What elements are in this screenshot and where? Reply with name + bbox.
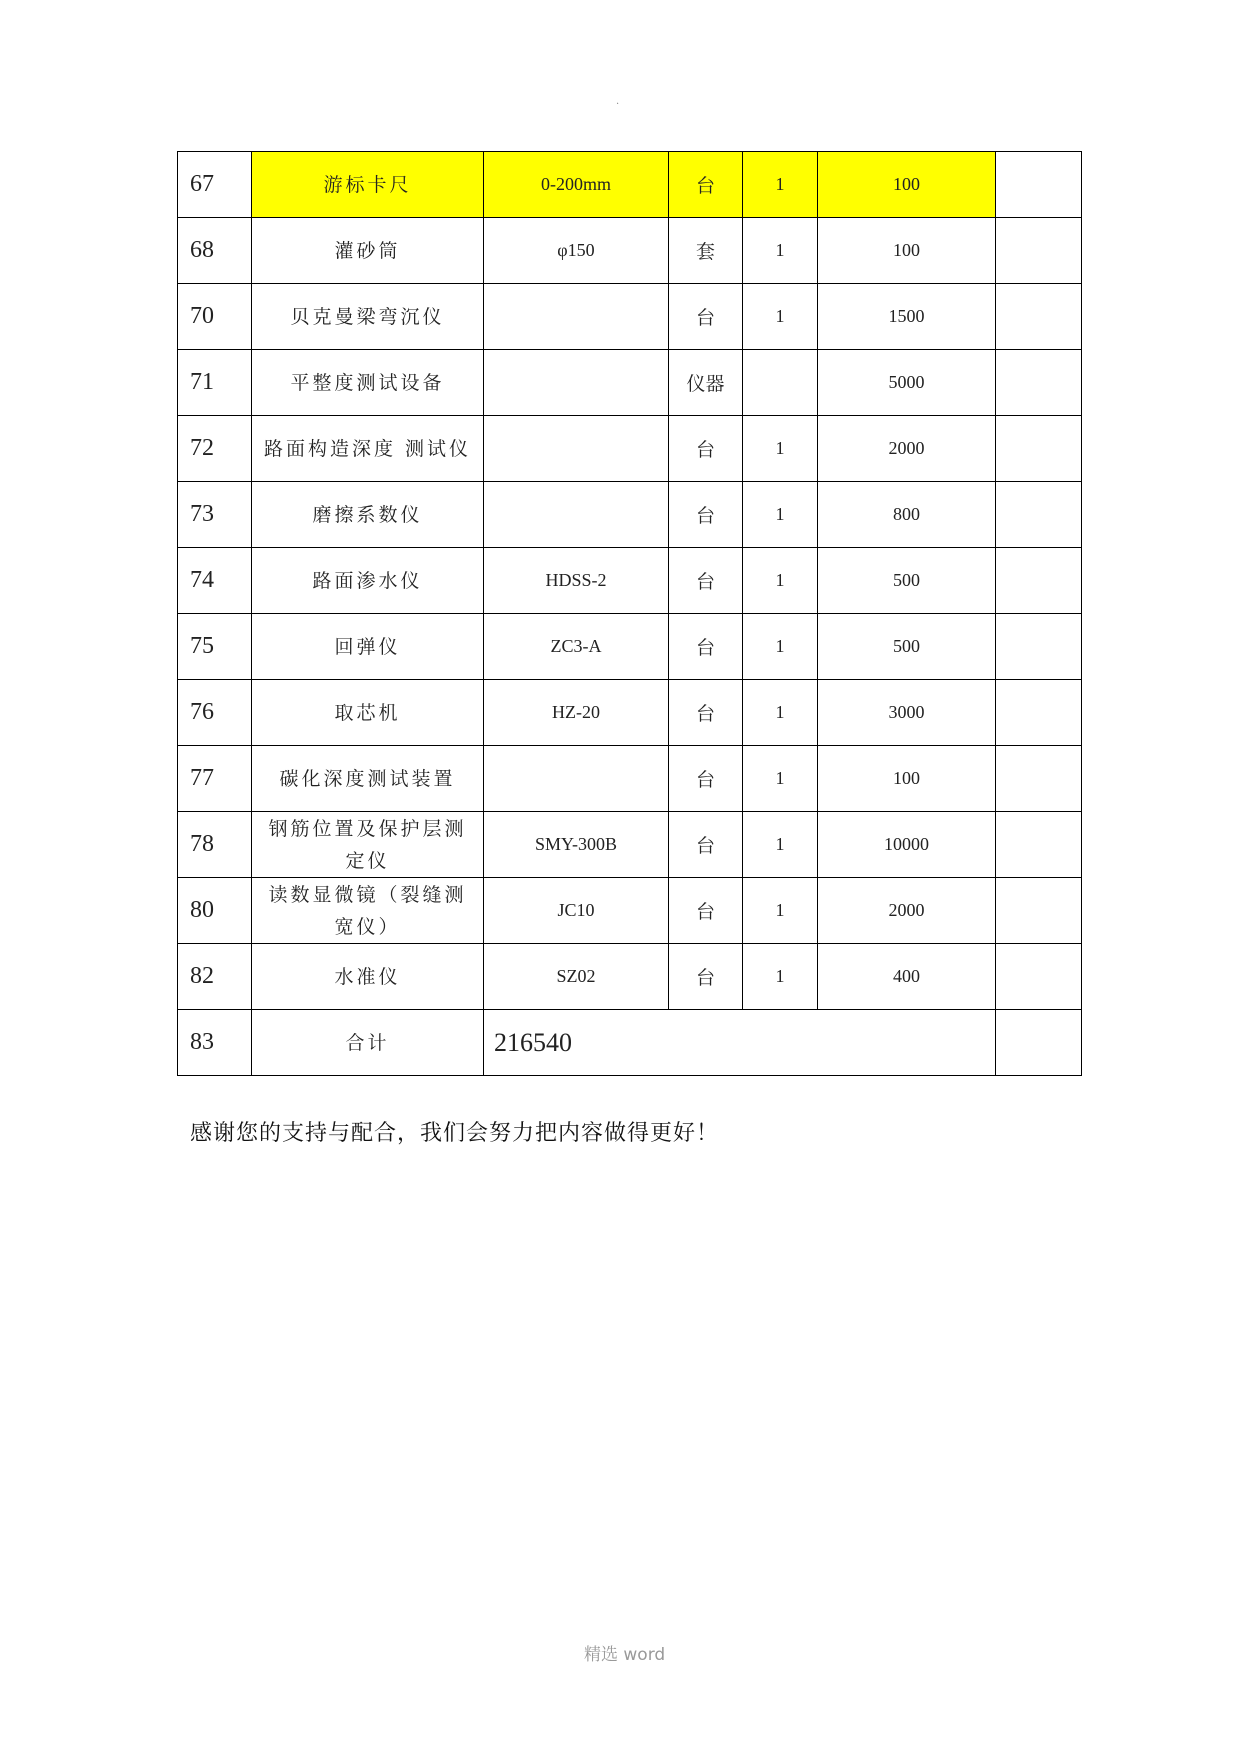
item-name: 贝克曼梁弯沉仪 <box>252 284 484 350</box>
item-remark <box>996 416 1082 482</box>
item-model <box>484 482 669 548</box>
row-number: 70 <box>178 284 252 350</box>
table-row <box>178 218 1082 284</box>
item-quantity: 1 <box>743 548 818 614</box>
table-row <box>178 812 1082 878</box>
item-model: JC10 <box>484 878 669 944</box>
item-unit: 台 <box>669 482 743 548</box>
item-model <box>484 350 669 416</box>
item-remark <box>996 350 1082 416</box>
item-quantity: 1 <box>743 284 818 350</box>
item-unit: 台 <box>669 680 743 746</box>
row-number: 77 <box>178 746 252 812</box>
row-number: 75 <box>178 614 252 680</box>
item-unit: 台 <box>669 614 743 680</box>
item-quantity: 1 <box>743 416 818 482</box>
item-unit: 台 <box>669 548 743 614</box>
item-unit: 台 <box>669 878 743 944</box>
row-number: 68 <box>178 218 252 284</box>
row-number: 80 <box>178 878 252 944</box>
table-row <box>178 746 1082 812</box>
item-unit: 台 <box>669 944 743 1010</box>
item-name: 碳化深度测试装置 <box>252 746 484 812</box>
item-remark <box>996 944 1082 1010</box>
item-model: SZ02 <box>484 944 669 1010</box>
item-name: 钢筋位置及保护层测定仪 <box>252 812 484 878</box>
item-name: 路面构造深度 测试仪 <box>252 416 484 482</box>
row-number: 73 <box>178 482 252 548</box>
item-remark <box>996 284 1082 350</box>
item-unit: 台 <box>669 812 743 878</box>
total-row <box>178 1010 1082 1076</box>
item-name: 磨擦系数仪 <box>252 482 484 548</box>
table-row <box>178 614 1082 680</box>
total-remark <box>996 1010 1082 1076</box>
item-model <box>484 746 669 812</box>
item-remark <box>996 152 1082 218</box>
item-name: 游标卡尺 <box>252 152 484 218</box>
item-unit: 台 <box>669 152 743 218</box>
row-number: 76 <box>178 680 252 746</box>
item-unit: 台 <box>669 746 743 812</box>
item-name: 路面渗水仪 <box>252 548 484 614</box>
table-row <box>178 350 1082 416</box>
footer-text: 精选 word <box>584 1645 666 1665</box>
table-row <box>178 482 1082 548</box>
row-number: 71 <box>178 350 252 416</box>
total-row-number: 83 <box>178 1010 252 1076</box>
equipment-table <box>177 151 1082 1076</box>
item-quantity: 1 <box>743 218 818 284</box>
item-unit: 台 <box>669 284 743 350</box>
table-row <box>178 944 1082 1010</box>
item-model <box>484 416 669 482</box>
item-quantity: 1 <box>743 878 818 944</box>
item-remark <box>996 548 1082 614</box>
item-name: 读数显微镜（裂缝测宽仪） <box>252 878 484 944</box>
row-number: 82 <box>178 944 252 1010</box>
item-unit: 台 <box>669 416 743 482</box>
item-model <box>484 284 669 350</box>
item-name: 取芯机 <box>252 680 484 746</box>
item-price: 10000 <box>818 812 996 878</box>
item-quantity <box>743 350 818 416</box>
item-price: 5000 <box>818 350 996 416</box>
item-remark <box>996 218 1082 284</box>
table-row <box>178 152 1082 218</box>
table-row <box>178 878 1082 944</box>
item-price: 100 <box>818 218 996 284</box>
item-name: 平整度测试设备 <box>252 350 484 416</box>
item-model: HZ-20 <box>484 680 669 746</box>
item-price: 2000 <box>818 878 996 944</box>
thanks-text: 感谢您的支持与配合，我们会努力把内容做得更好！ <box>190 1121 720 1146</box>
item-price: 400 <box>818 944 996 1010</box>
item-price: 100 <box>818 746 996 812</box>
table-row <box>178 680 1082 746</box>
item-unit: 套 <box>669 218 743 284</box>
item-quantity: 1 <box>743 746 818 812</box>
item-price: 800 <box>818 482 996 548</box>
row-number: 72 <box>178 416 252 482</box>
item-price: 500 <box>818 614 996 680</box>
item-price: 2000 <box>818 416 996 482</box>
item-price: 1500 <box>818 284 996 350</box>
item-name: 灌砂筒 <box>252 218 484 284</box>
item-unit: 仪器 <box>669 350 743 416</box>
item-model: ZC3-A <box>484 614 669 680</box>
item-remark <box>996 482 1082 548</box>
item-remark <box>996 878 1082 944</box>
item-model: SMY-300B <box>484 812 669 878</box>
item-model: HDSS-2 <box>484 548 669 614</box>
item-remark <box>996 746 1082 812</box>
item-quantity: 1 <box>743 812 818 878</box>
item-quantity: 1 <box>743 482 818 548</box>
item-quantity: 1 <box>743 944 818 1010</box>
row-number: 78 <box>178 812 252 878</box>
item-name: 回弹仪 <box>252 614 484 680</box>
item-quantity: 1 <box>743 614 818 680</box>
item-price: 3000 <box>818 680 996 746</box>
item-name: 水准仪 <box>252 944 484 1010</box>
item-remark <box>996 812 1082 878</box>
item-model: 0-200mm <box>484 152 669 218</box>
header-mark: . <box>616 96 620 107</box>
table-row <box>178 416 1082 482</box>
total-value: 216540 <box>484 1010 996 1076</box>
item-price: 100 <box>818 152 996 218</box>
item-remark <box>996 680 1082 746</box>
item-quantity: 1 <box>743 152 818 218</box>
row-number: 67 <box>178 152 252 218</box>
item-model: φ150 <box>484 218 669 284</box>
row-number: 74 <box>178 548 252 614</box>
table-row <box>178 284 1082 350</box>
total-label: 合计 <box>252 1010 484 1076</box>
item-price: 500 <box>818 548 996 614</box>
item-remark <box>996 614 1082 680</box>
item-quantity: 1 <box>743 680 818 746</box>
table-row <box>178 548 1082 614</box>
